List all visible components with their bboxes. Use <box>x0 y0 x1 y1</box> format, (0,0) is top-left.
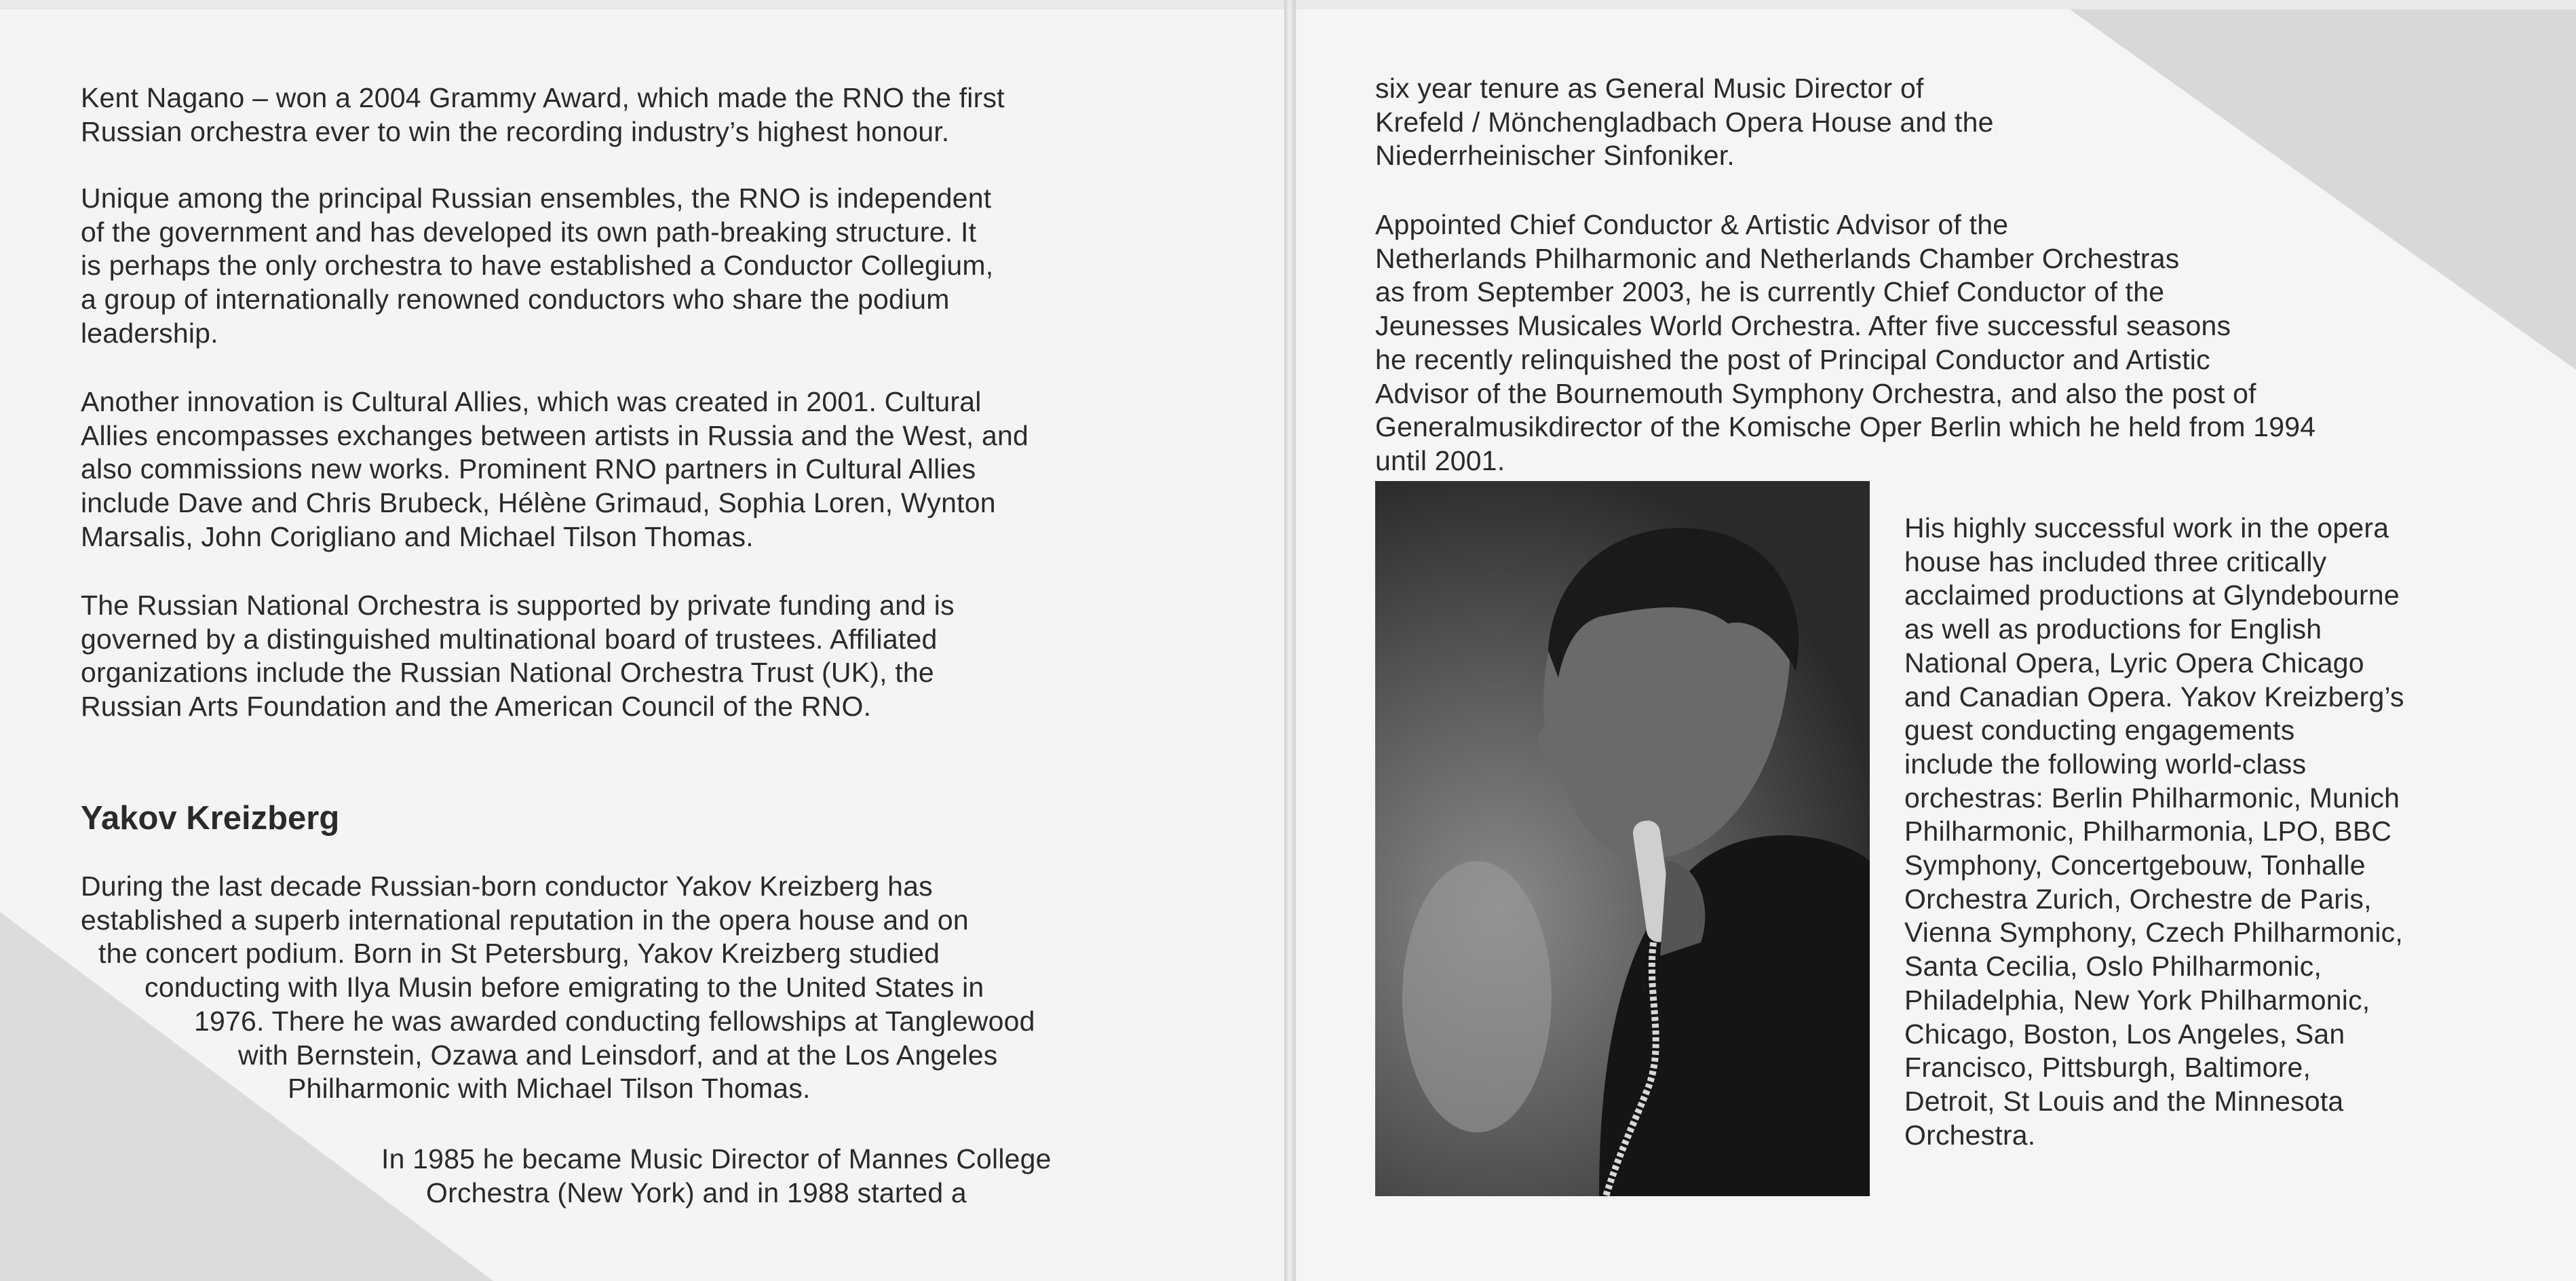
text-line: Advisor of the Bournemouth Symphony Orchestra, and also the post of <box>1375 377 2256 409</box>
text-line: Appointed Chief Conductor & Artistic Advisor of the <box>1375 209 2009 240</box>
text-line: Philadelphia, New York Philharmonic, <box>1904 984 2370 1016</box>
text-line: house has included three critically <box>1904 546 2327 577</box>
paragraph-independent <box>81 182 993 351</box>
text-line: Symphony, Concertgebouw, Tonhalle <box>1904 849 2366 881</box>
paragraph-funding <box>81 589 955 724</box>
text-line: Detroit, St Louis and the Minnesota <box>1904 1085 2344 1117</box>
text-line: Russian Arts Foundation and the American Council of the RNO. <box>81 691 872 723</box>
text-line: as from September 2003, he is currently Chief Conductor of the <box>1375 276 2165 308</box>
conductor-photo <box>1375 481 1870 1196</box>
text-line: Orchestra Zurich, Orchestre de Paris, <box>1904 883 2372 915</box>
text-line: Philharmonic with Michael Tilson Thomas. <box>288 1073 811 1105</box>
section-heading: Yakov Kreizberg <box>81 800 340 837</box>
text-line: as well as productions for English <box>1904 613 2322 645</box>
text-line: Russian orchestra ever to win the recording industry’s highest honour. <box>81 115 950 147</box>
text-line: Vienna Symphony, Czech Philharmonic, <box>1904 917 2403 949</box>
text-line: Marsalis, John Corigliano and Michael Tilson Thomas. <box>81 520 754 552</box>
text-line: until 2001. <box>1375 444 1505 476</box>
text-line: Netherlands Philharmonic and Netherlands Chamber Orchestras <box>1375 242 2180 274</box>
text-line: of the government and has developed its own path-breaking structure. It <box>81 216 977 248</box>
text-line: governed by a distinguished multinational board of trustees. Affiliated <box>81 623 938 655</box>
text-line: Kent Nagano – won a 2004 Grammy Award, which made the RNO the first <box>81 82 1005 113</box>
text-line: a group of internationally renowned conductors who share the podium <box>81 284 950 316</box>
text-line: During the last decade Russian-born conductor Yakov Kreizberg has <box>81 871 933 902</box>
text-line: acclaimed productions at Glyndebourne <box>1904 579 2400 611</box>
text-line: Francisco, Pittsburgh, Baltimore, <box>1904 1052 2311 1084</box>
paragraph-mannes <box>0 1143 1052 1210</box>
text-line: Generalmusikdirector of the Komische Oper Berlin which he held from 1994 <box>1375 411 2316 443</box>
text-line: leadership. <box>81 317 218 349</box>
paragraph-biography <box>0 870 1035 1106</box>
left-page <box>0 9 1284 1281</box>
text-line: include Dave and Chris Brubeck, Hélène Grimaud, Sophia Loren, Wynton <box>81 487 996 519</box>
text-line: National Opera, Lyric Opera Chicago <box>1904 647 2364 678</box>
text-line: is perhaps the only orchestra to have established a Conductor Collegium, <box>81 250 994 282</box>
text-line: In 1985 he became Music Director of Mannes College <box>381 1143 1052 1174</box>
text-line: also commissions new works. Prominent RNO partners in Cultural Allies <box>81 453 976 485</box>
text-line: Unique among the principal Russian ensembles, the RNO is independent <box>81 183 992 214</box>
text-line: guest conducting engagements <box>1904 714 2295 746</box>
text-line: Orchestra (New York) and in 1988 started a <box>426 1177 967 1208</box>
text-line: Santa Cecilia, Oslo Philharmonic, <box>1904 951 2322 982</box>
text-line: include the following world-class <box>1904 748 2307 780</box>
text-line: Philharmonic, Philharmonia, LPO, BBC <box>1904 816 2392 847</box>
text-line: established a superb international reputation in the opera house and on <box>81 904 969 936</box>
book-spine <box>1284 0 1296 1281</box>
paragraph-krefeld <box>1375 72 1994 173</box>
text-line: conducting with Ilya Musin before emigrating to the United States in <box>145 972 984 1003</box>
paragraph-opera-work <box>1904 512 2404 1152</box>
text-line: Chicago, Boston, Los Angeles, San <box>1904 1018 2345 1050</box>
conductor-silhouette-icon <box>1375 481 1870 1196</box>
text-line: Niederrheinischer Sinfoniker. <box>1375 140 1735 172</box>
text-line: six year tenure as General Music Director of <box>1375 73 1924 104</box>
text-line: organizations include the Russian National Orchestra Trust (UK), the <box>81 657 934 689</box>
text-line: 1976. There he was awarded conducting fellowships at Tanglewood <box>194 1005 1035 1037</box>
text-line: he recently relinquished the post of Principal Conductor and Artistic <box>1375 343 2210 375</box>
right-page <box>1296 9 2576 1281</box>
paragraph-appointments <box>1375 208 2315 478</box>
text-line: Jeunesses Musicales World Orchestra. After five successful seasons <box>1375 310 2231 342</box>
text-line: Orchestra. <box>1904 1119 2036 1151</box>
text-line: with Bernstein, Ozawa and Leinsdorf, and at the Los Angeles <box>238 1039 998 1071</box>
text-line: Krefeld / Mönchengladbach Opera House and the <box>1375 106 1994 138</box>
text-line: Allies encompasses exchanges between artists in Russia and the West, and <box>81 419 1029 451</box>
text-line: The Russian National Orchestra is supported by private funding and is <box>81 590 955 621</box>
paragraph-cultural-allies <box>81 385 1029 554</box>
text-line: orchestras: Berlin Philharmonic, Munich <box>1904 782 2400 814</box>
text-line: the concert podium. Born in St Petersburg, Yakov Kreizberg studied <box>98 938 940 970</box>
text-line: Another innovation is Cultural Allies, which was created in 2001. Cultural <box>81 386 982 417</box>
text-line: and Canadian Opera. Yakov Kreizberg’s <box>1904 681 2404 712</box>
paragraph-grammy <box>81 81 1005 149</box>
text-line: His highly successful work in the opera <box>1904 512 2389 543</box>
